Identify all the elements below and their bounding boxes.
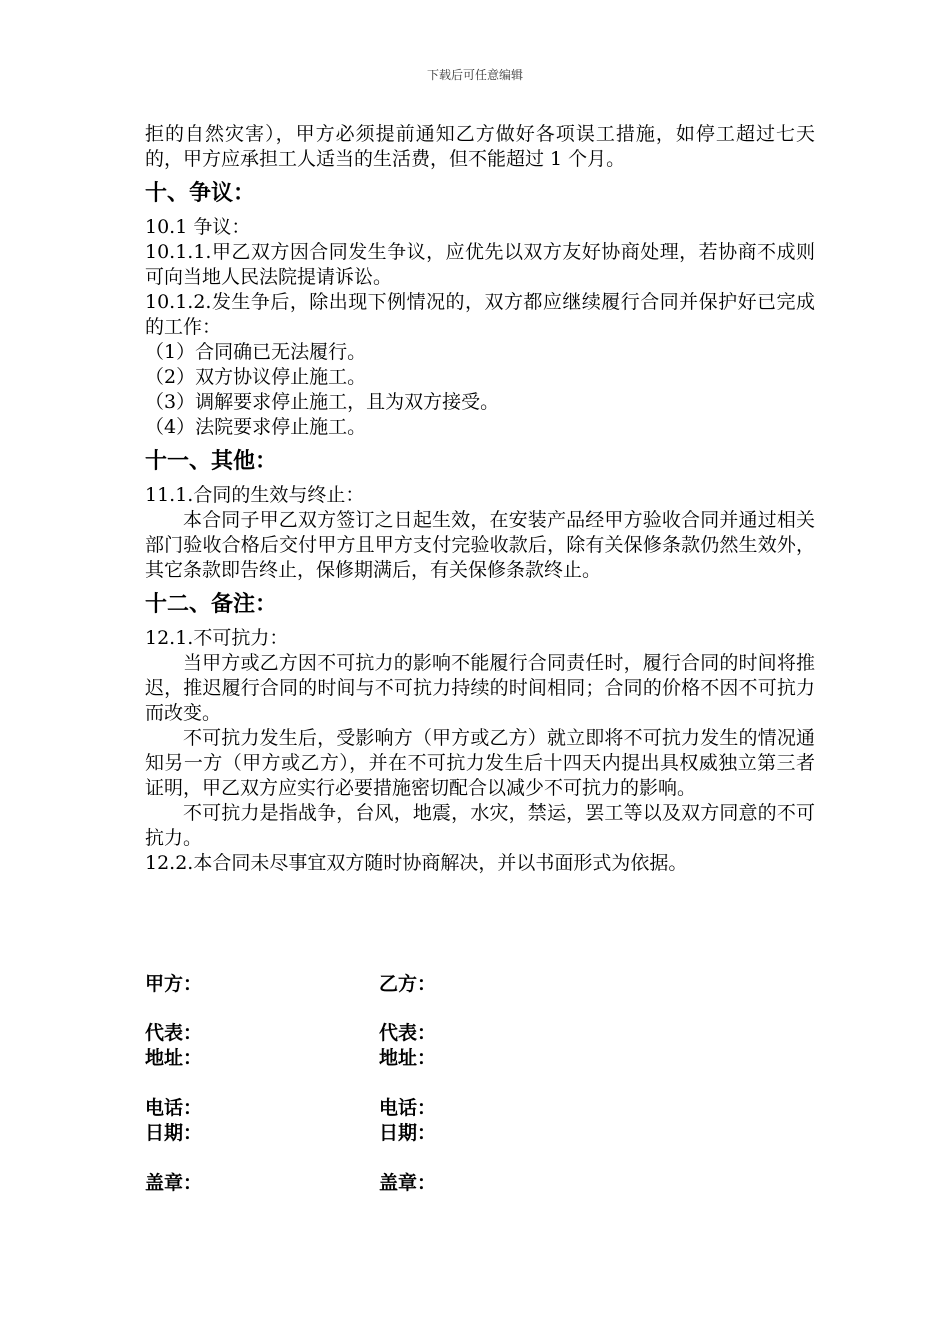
force-majeure-paragraph-1: 当甲方或乙方因不可抗力的影响不能履行合同责任时，履行合同的时间将推迟，推迟履行合同的时间与不可抗力持续的时间相同；合同的价格不因不可抗力而改变。 — [145, 652, 815, 724]
party-b-label: 乙方： — [379, 973, 437, 995]
phone-b-label: 电话： — [379, 1097, 437, 1119]
date-b-label: 日期： — [379, 1122, 437, 1144]
clause-11-1-body: 本合同子甲乙双方签订之日起生效，在安装产品经甲方验收合同并通过相关部门验收合格后交付甲方且甲方支付完验收款后，除有关保修条款仍然生效外，其它条款即告终止，保修期满后，有关保修条款终止。 — [145, 509, 815, 581]
list-item: （2）双方协议停止施工。 — [145, 366, 367, 388]
date-a-label: 日期： — [145, 1122, 203, 1144]
seal-a-label: 盖章： — [145, 1172, 203, 1194]
force-majeure-paragraph-2: 不可抗力发生后，受影响方（甲方或乙方）就立即将不可抗力发生的情况通知另一方（甲方或乙方），并在不可抗力发生后十四天内提出具权威独立第三者证明，甲乙双方应实行必要措施密切配合以减少不可抗力的影响。 — [145, 727, 815, 799]
clause-10-1-2: 10.1.2.发生争后，除出现下例情况的，双方都应继续履行合同并保护好已完成的工作： — [145, 291, 815, 338]
rep-b-label: 代表： — [379, 1022, 437, 1044]
page-header: 下载后可任意编辑 — [426, 68, 523, 82]
addr-a-label: 地址： — [145, 1047, 203, 1069]
clause-10-1: 10.1 争议： — [145, 216, 251, 238]
list-item: （1）合同确已无法履行。 — [145, 341, 367, 363]
clause-12-1: 12.1.不可抗力： — [145, 627, 289, 649]
document-body — [145, 122, 815, 876]
force-majeure-paragraph-3: 不可抗力是指战争，台风，地震，水灾，禁运，罢工等以及双方同意的不可抗力。 — [145, 802, 815, 849]
section-12-title: 十二、备注： — [145, 592, 278, 617]
clause-11-1: 11.1.合同的生效与终止： — [145, 484, 365, 506]
list-item: （3）调解要求停止施工，且为双方接受。 — [145, 391, 500, 413]
list-item: （4）法院要求停止施工。 — [145, 416, 367, 438]
section-10-title: 十、争议： — [145, 181, 256, 206]
clause-12-2: 12.2.本合同未尽事宜双方随时协商解决，并以书面形式为依据。 — [145, 852, 688, 874]
section-11-title: 十一、其他： — [145, 449, 278, 474]
seal-b-label: 盖章： — [379, 1172, 437, 1194]
rep-a-label: 代表： — [145, 1022, 203, 1044]
intro-paragraph: 拒的自然灾害），甲方必须提前通知乙方做好各项误工措施，如停工超过七天的，甲方应承担工人适当的生活费，但不能超过 1 个月。 — [145, 123, 815, 170]
addr-b-label: 地址： — [379, 1047, 437, 1069]
clause-10-1-1: 10.1.1.甲乙双方因合同发生争议，应优先以双方友好协商处理，若协商不成则可向当地人民法院提请诉讼。 — [145, 241, 815, 288]
party-a-label: 甲方： — [145, 973, 203, 995]
phone-a-label: 电话： — [145, 1097, 203, 1119]
